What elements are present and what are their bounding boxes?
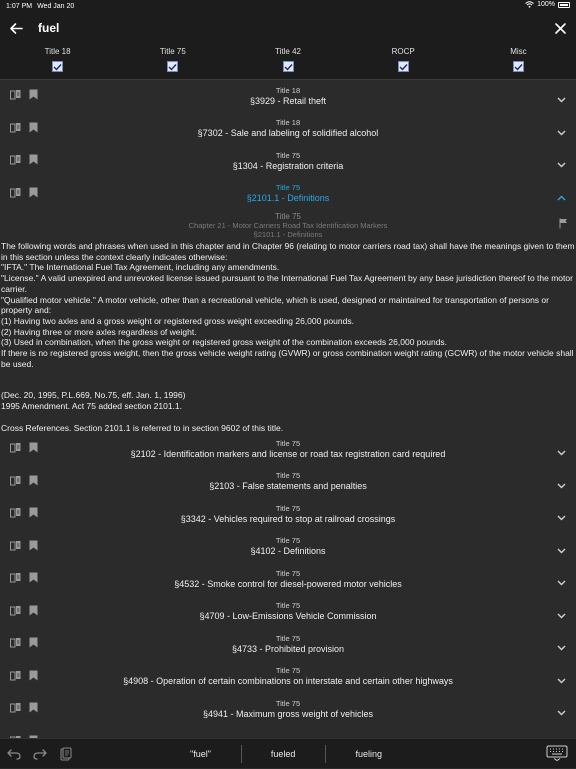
chevron-down-icon[interactable]	[557, 483, 566, 489]
close-button[interactable]	[550, 18, 570, 38]
filter-checkbox[interactable]	[513, 61, 524, 72]
history-note: (Dec. 20, 1995, P.L.669, No.75, eff. Jan. 1, 1996)	[1, 390, 186, 401]
result-row[interactable]	[0, 628, 576, 661]
title-filters	[0, 44, 576, 80]
paragraph: (3) Used in combination, when the gross weight or registered gross weight of the combination exceeds 26,000 pounds.	[1, 337, 448, 348]
chevron-down-icon[interactable]	[557, 97, 566, 103]
bookmark-icon[interactable]	[29, 187, 38, 198]
result-row[interactable]	[0, 80, 576, 113]
filter-checkbox[interactable]	[398, 61, 409, 72]
row-actions	[10, 540, 38, 551]
filter-label: ROCP	[391, 47, 415, 56]
compare-icon[interactable]	[10, 89, 21, 100]
detail-header	[0, 212, 576, 239]
compare-icon[interactable]	[10, 572, 21, 583]
result-title: Title 75	[275, 666, 301, 676]
filter-checkbox[interactable]	[283, 61, 294, 72]
compare-icon[interactable]	[10, 154, 21, 165]
suggestion[interactable]: fueled	[241, 749, 326, 759]
bookmark-icon[interactable]	[29, 122, 38, 133]
compare-icon[interactable]	[10, 702, 21, 713]
row-actions	[10, 122, 38, 133]
report-button[interactable]	[559, 216, 568, 234]
bookmark-icon[interactable]	[29, 540, 38, 551]
filter-label: Misc	[510, 47, 527, 56]
filter-1	[115, 44, 230, 79]
undo-button[interactable]	[2, 742, 26, 766]
checkmark-icon	[284, 63, 293, 71]
paste-button[interactable]	[54, 742, 78, 766]
paragraph: (1) Having two axles and a gross weight or registered gross weight exceeding 26,000 pounds.	[1, 315, 354, 326]
filter-4	[461, 44, 576, 79]
paragraph: "IFTA." The International Fuel Tax Agreement, including any amendments.	[1, 262, 280, 273]
chevron-down-icon[interactable]	[557, 548, 566, 554]
bookmark-icon[interactable]	[29, 507, 38, 518]
autocomplete-suggestions	[160, 739, 412, 769]
result-section: §2101.1 - Definitions	[246, 193, 330, 204]
filter-label: Title 42	[275, 47, 301, 56]
keyboard-button[interactable]	[546, 745, 568, 766]
row-actions	[10, 187, 38, 198]
status-right	[525, 1, 570, 8]
bookmark-icon[interactable]	[29, 637, 38, 648]
redo-icon	[33, 748, 47, 760]
expand-toggle[interactable]	[557, 638, 566, 656]
checkmark-icon	[399, 63, 408, 71]
result-section: §4102 - Definitions	[250, 546, 326, 557]
bookmark-icon[interactable]	[29, 154, 38, 165]
row-actions	[10, 154, 38, 165]
result-row[interactable]	[0, 498, 576, 531]
results-list	[0, 80, 576, 738]
detail-chapter: Chapter 21 - Motor Carriers Road Tax Identification Markers	[188, 221, 388, 230]
close-icon	[555, 23, 566, 34]
bookmark-icon[interactable]	[29, 572, 38, 583]
compare-icon[interactable]	[10, 187, 21, 198]
filter-3	[346, 44, 461, 79]
filter-checkbox[interactable]	[52, 61, 63, 72]
status-bar	[0, 0, 576, 12]
result-section: §2102 - Identification markers and license or road tax registration card required	[130, 448, 446, 459]
bookmark-icon[interactable]	[29, 89, 38, 100]
chevron-down-icon[interactable]	[557, 710, 566, 716]
checkmark-icon	[53, 63, 62, 71]
keyboard-toolbar	[0, 738, 576, 768]
compare-icon[interactable]	[10, 605, 21, 616]
result-section: §4941 - Maximum gross weight of vehicles	[202, 708, 374, 719]
detail-section: §2101.1 - Definitions	[253, 230, 323, 239]
result-title: Title 75	[275, 150, 301, 160]
row-actions	[10, 637, 38, 648]
battery-icon	[558, 2, 570, 8]
result-title: Title 75	[275, 183, 301, 193]
row-actions	[10, 442, 38, 453]
result-section: §4532 - Smoke control for diesel-powered motor vehicles	[174, 578, 402, 589]
bookmark-icon[interactable]	[29, 702, 38, 713]
paragraph: The following words and phrases when used in this chapter and in Chapter 96 (relating to motor carriers road tax) shall have the meanings given to them in this section unless the context clearly indicates otherwise:	[1, 241, 575, 262]
search-bar	[0, 12, 576, 44]
chevron-down-icon[interactable]	[557, 645, 566, 651]
result-section: §4709 - Low-Emissions Vehicle Commission	[199, 611, 377, 622]
result-row[interactable]	[0, 693, 576, 726]
status-date: Wed Jan 20	[37, 2, 75, 10]
keyboard-icon	[546, 745, 568, 761]
expand-toggle[interactable]	[557, 123, 566, 141]
result-section: §7302 - Sale and labeling of solidified alcohol	[197, 128, 379, 139]
compare-icon[interactable]	[10, 475, 21, 486]
chevron-up-icon[interactable]	[557, 195, 566, 201]
result-title: Title 75	[275, 568, 301, 578]
suggestion[interactable]: "fuel"	[190, 749, 211, 759]
compare-icon[interactable]	[10, 540, 21, 551]
expand-toggle[interactable]	[557, 90, 566, 108]
compare-icon[interactable]	[10, 637, 21, 648]
flag-icon	[559, 218, 568, 229]
expand-toggle[interactable]	[557, 606, 566, 624]
bookmark-icon[interactable]	[29, 475, 38, 486]
bookmark-icon[interactable]	[29, 442, 38, 453]
section-text	[0, 239, 576, 433]
chevron-down-icon[interactable]	[557, 450, 566, 456]
result-title: Title 18	[275, 85, 301, 95]
spacer	[1, 412, 575, 423]
row-actions	[10, 702, 38, 713]
expand-toggle[interactable]	[557, 508, 566, 526]
result-row[interactable]	[0, 596, 576, 629]
filter-2	[230, 44, 345, 79]
result-section: §2103 - False statements and penalties	[209, 481, 367, 492]
expand-toggle[interactable]	[557, 188, 566, 206]
paragraph: "Qualified motor vehicle." A motor vehicle, other than a recreational vehicle, which is used, designed or maintained for transportation of persons or property and:	[1, 294, 549, 316]
result-section: §3342 - Vehicles required to stop at railroad crossings	[180, 513, 396, 524]
wifi-icon	[525, 1, 534, 8]
chevron-down-icon[interactable]	[557, 162, 566, 168]
suggestion[interactable]: fueling	[325, 749, 412, 759]
expand-toggle[interactable]	[557, 573, 566, 591]
paragraph: "License." A valid unexpired and unrevoked license issued pursuant to the International Fuel Tax Agreement by any base jurisdiction thereof to the motor carrier.	[1, 273, 573, 294]
result-title: Title 75	[275, 438, 301, 448]
undo-icon	[7, 748, 21, 760]
result-section: §4733 - Prohibited provision	[231, 643, 345, 654]
history-note: 1995 Amendment. Act 75 added section 2101.1.	[1, 401, 182, 412]
paragraph: If there is no registered gross weight, then the gross vehicle weight rating (GVWR) or gross combination weight rating (GCWR) of the motor vehicle shall be used.	[1, 348, 574, 369]
arrow-left-icon	[10, 23, 23, 34]
result-section: §1304 - Registration criteria	[232, 160, 344, 171]
back-button[interactable]	[0, 12, 32, 44]
result-row[interactable]	[0, 531, 576, 564]
expand-toggle[interactable]	[557, 476, 566, 494]
chevron-down-icon[interactable]	[557, 678, 566, 684]
result-title: Title 75	[275, 536, 301, 546]
status-time: 1:07 PM	[6, 2, 33, 10]
row-actions	[10, 670, 38, 681]
result-row[interactable]	[0, 433, 576, 466]
compare-icon[interactable]	[10, 670, 21, 681]
chevron-down-icon[interactable]	[557, 613, 566, 619]
bookmark-icon[interactable]	[29, 605, 38, 616]
compare-icon[interactable]	[10, 507, 21, 518]
chevron-down-icon[interactable]	[557, 515, 566, 521]
row-actions	[10, 89, 38, 100]
expand-toggle[interactable]	[557, 155, 566, 173]
result-row[interactable]	[0, 563, 576, 596]
redo-button[interactable]	[28, 742, 52, 766]
row-actions	[10, 605, 38, 616]
result-title: Title 75	[275, 601, 301, 611]
checkmark-icon	[168, 63, 177, 71]
checkmark-icon	[514, 63, 523, 71]
result-row[interactable]	[0, 113, 576, 146]
row-actions	[10, 507, 38, 518]
result-row[interactable]	[0, 145, 576, 178]
detail-title: Title 75	[275, 212, 301, 221]
result-title: Title 75	[275, 698, 301, 708]
compare-icon[interactable]	[10, 442, 21, 453]
section-detail	[0, 210, 576, 433]
result-title: Title 75	[275, 471, 301, 481]
result-row[interactable]	[0, 661, 576, 694]
result-section: §4908 - Operation of certain combinations on interstate and certain other highways	[123, 676, 453, 687]
cross-reference: Cross References. Section 2101.1 is referred to in section 9602 of this title.	[1, 422, 284, 433]
spacer	[1, 369, 575, 390]
clipboard-icon	[60, 747, 72, 761]
row-actions	[10, 475, 38, 486]
compare-icon[interactable]	[10, 122, 21, 133]
result-title: Title 75	[275, 503, 301, 513]
filter-label: Title 75	[159, 47, 186, 56]
row-actions	[10, 572, 38, 583]
bookmark-icon[interactable]	[29, 670, 38, 681]
filter-checkbox[interactable]	[167, 61, 178, 72]
expand-toggle[interactable]	[557, 541, 566, 559]
result-title: Title 18	[275, 118, 301, 128]
result-row[interactable]	[0, 178, 576, 211]
expand-toggle[interactable]	[557, 703, 566, 721]
chevron-down-icon[interactable]	[557, 580, 566, 586]
search-input[interactable]: fuel	[38, 21, 60, 35]
chevron-down-icon[interactable]	[557, 130, 566, 136]
result-section: §3929 - Retail theft	[249, 95, 327, 106]
expand-toggle[interactable]	[557, 671, 566, 689]
expand-toggle[interactable]	[557, 443, 566, 461]
battery-percent: 100%	[537, 1, 555, 8]
filter-0	[0, 44, 115, 79]
filter-label: Title 18	[44, 47, 71, 56]
result-row[interactable]	[0, 466, 576, 499]
paragraph: (2) Having three or more axles regardless of weight.	[1, 326, 197, 337]
result-title: Title 75	[275, 633, 301, 643]
